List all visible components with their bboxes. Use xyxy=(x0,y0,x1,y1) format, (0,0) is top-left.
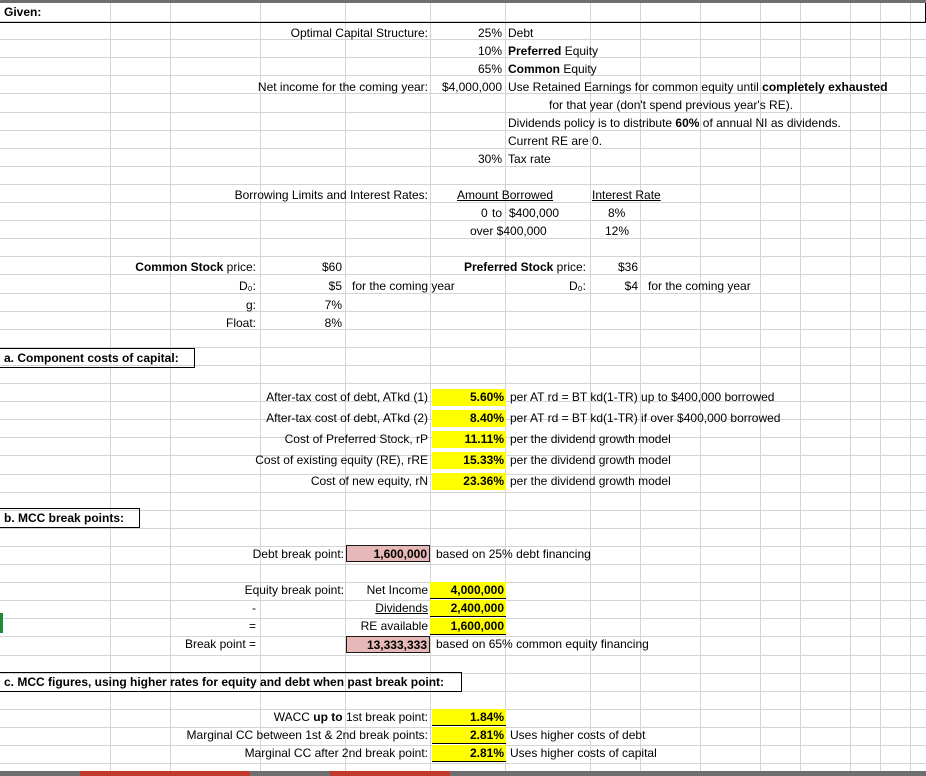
component-cost-note[interactable]: per AT rd = BT kd(1-TR) up to $400,000 borrowed xyxy=(510,390,775,404)
borrow-row1-rate[interactable]: 8% xyxy=(608,206,626,220)
common-pct[interactable]: 65% xyxy=(477,62,502,76)
preferred-stock-price-label[interactable] xyxy=(420,258,586,276)
re-note-1b: completely exhausted xyxy=(762,80,888,94)
dividend-note-c: of annual NI as dividends. xyxy=(699,116,841,130)
component-cost-value[interactable]: 8.40% xyxy=(432,410,506,427)
common-d0-label[interactable]: D₀: xyxy=(239,279,256,293)
mcc-label-pre: WACC xyxy=(273,710,314,724)
component-cost-label[interactable]: Cost of Preferred Stock, rP xyxy=(284,432,428,446)
section-c-label: c. MCC figures, using higher rates for equity and debt when past break point: xyxy=(4,675,445,689)
component-cost-value[interactable]: 15.33% xyxy=(432,452,506,469)
float-label[interactable]: Float: xyxy=(225,316,256,330)
net-income-value[interactable]: $4,000,000 xyxy=(441,80,502,94)
grid-row-line xyxy=(0,148,926,149)
preferred-stock-label-bold: Preferred Stock xyxy=(463,260,554,274)
common-stock-price[interactable]: $60 xyxy=(321,260,342,274)
re-available-label[interactable]: RE available xyxy=(360,619,428,633)
common-label-bold: Common xyxy=(508,62,560,76)
common-label-rest: Equity xyxy=(560,62,597,76)
borrow-row1-from[interactable]: 0 xyxy=(481,206,488,220)
net-income-row-value[interactable]: 4,000,000 xyxy=(430,582,506,599)
growth-rate[interactable]: 7% xyxy=(324,298,342,312)
re-note-2[interactable]: for that year (don't spend previous year's RE). xyxy=(549,98,794,112)
mcc-value[interactable]: 2.81% xyxy=(432,745,506,762)
component-cost-label[interactable]: Cost of new equity, rN xyxy=(310,474,428,488)
equity-break-point-note[interactable]: based on 65% common equity financing xyxy=(436,637,649,651)
interest-rate-header[interactable]: Interest Rate xyxy=(592,188,661,202)
grid-row-line xyxy=(0,184,926,185)
pref-label-bold: Preferred xyxy=(508,44,562,58)
common-stock-label-rest: price: xyxy=(223,260,256,274)
section-a-label: a. Component costs of capital: xyxy=(4,351,179,365)
borrow-row1-amount[interactable]: $400,000 xyxy=(509,206,560,220)
borrow-row2-rate[interactable]: 12% xyxy=(605,224,630,238)
amount-borrowed-header[interactable]: Amount Borrowed xyxy=(457,188,554,202)
component-cost-value[interactable]: 5.60% xyxy=(432,389,506,406)
re-available-value[interactable]: 1,600,000 xyxy=(430,618,506,635)
borrow-row2-amount[interactable]: over $400,000 xyxy=(470,224,547,238)
mcc-note[interactable]: Uses higher costs of debt xyxy=(510,728,646,742)
component-cost-note[interactable]: per the dividend growth model xyxy=(510,432,671,446)
capital-structure-label[interactable]: Optimal Capital Structure: xyxy=(290,26,428,40)
window-bottom-border xyxy=(0,771,926,776)
re-note-1[interactable] xyxy=(508,78,888,96)
dividend-note-b: 60% xyxy=(675,116,700,130)
equity-break-point-value[interactable]: 13,333,333 xyxy=(346,636,430,653)
section-given[interactable] xyxy=(0,3,926,23)
preferred-d0-note[interactable]: for the coming year xyxy=(648,279,751,293)
tax-pct[interactable]: 30% xyxy=(477,152,502,166)
grid-row-line xyxy=(0,528,926,529)
preferred-stock-price[interactable]: $36 xyxy=(617,260,638,274)
mcc-label[interactable] xyxy=(150,726,428,744)
mcc-label-pre: Marginal CC between 1st & 2nd break points: xyxy=(186,728,428,742)
section-component-costs[interactable] xyxy=(0,348,195,368)
component-cost-label[interactable]: Cost of existing equity (RE), rRE xyxy=(255,453,428,467)
borrowing-label[interactable]: Borrowing Limits and Interest Rates: xyxy=(234,188,428,202)
borrow-row1-to[interactable]: to xyxy=(492,206,503,220)
float-value[interactable]: 8% xyxy=(324,316,342,330)
component-cost-note[interactable]: per the dividend growth model xyxy=(510,453,671,467)
row-marker xyxy=(0,613,3,633)
grid-row-line xyxy=(0,492,926,493)
common-stock-price-label[interactable] xyxy=(100,258,256,276)
growth-label[interactable]: g: xyxy=(245,298,256,312)
dividend-note-a: Dividends policy is to distribute xyxy=(508,116,676,130)
mcc-label-post: 1st break point: xyxy=(342,710,428,724)
grid-row-line xyxy=(0,763,926,764)
mcc-label[interactable] xyxy=(150,744,428,762)
pref-label[interactable] xyxy=(508,42,598,60)
mcc-label-pre: Marginal CC after 2nd break point: xyxy=(244,746,428,760)
preferred-d0-label[interactable]: D₀: xyxy=(569,279,586,293)
common-stock-label-bold: Common Stock xyxy=(135,260,224,274)
grid-row-line xyxy=(0,220,926,221)
debt-break-point-note[interactable]: based on 25% debt financing xyxy=(436,547,591,561)
net-income-label[interactable]: Net income for the coming year: xyxy=(257,80,428,94)
component-cost-label[interactable]: After-tax cost of debt, ATkd (2) xyxy=(266,411,428,425)
current-re-note[interactable]: Current RE are 0. xyxy=(508,134,603,148)
pref-label-rest: Equity xyxy=(561,44,599,58)
grid-row-line xyxy=(0,329,926,330)
component-cost-value[interactable]: 11.11% xyxy=(432,431,506,448)
net-income-row-label[interactable]: Net Income xyxy=(366,583,428,597)
grid-row-line xyxy=(0,256,926,257)
common-label[interactable] xyxy=(508,60,597,78)
grid-row-line xyxy=(0,564,926,565)
status-marker-2 xyxy=(330,771,450,776)
debt-break-point-label[interactable]: Debt break point: xyxy=(252,547,344,561)
component-cost-label[interactable]: After-tax cost of debt, ATkd (1) xyxy=(266,390,428,404)
section-given-label: Given: xyxy=(4,5,42,19)
mcc-label[interactable] xyxy=(150,708,428,726)
grid-row-line xyxy=(0,293,926,294)
common-d0-note[interactable]: for the coming year xyxy=(352,279,455,293)
component-cost-note[interactable]: per the dividend growth model xyxy=(510,474,671,488)
mcc-value[interactable]: 2.81% xyxy=(432,727,506,744)
mcc-note[interactable]: Uses higher costs of capital xyxy=(510,746,657,760)
dividend-policy-note[interactable] xyxy=(508,114,841,132)
tax-label[interactable]: Tax rate xyxy=(508,152,551,166)
debt-pct[interactable]: 25% xyxy=(477,26,502,40)
debt-label[interactable]: Debt xyxy=(508,26,534,40)
mcc-value[interactable]: 1.84% xyxy=(432,709,506,726)
dividends-row-value[interactable]: 2,400,000 xyxy=(430,600,506,617)
grid-row-line xyxy=(0,311,926,312)
component-cost-note[interactable]: per AT rd = BT kd(1-TR) if over $400,000 borrowed xyxy=(510,411,781,425)
preferred-d0[interactable]: $4 xyxy=(624,279,638,293)
minus-sign: - xyxy=(252,601,256,615)
equity-break-point-label[interactable]: Equity break point: xyxy=(244,583,344,597)
mcc-label-bold: up to xyxy=(313,710,343,724)
section-break-points[interactable] xyxy=(0,508,140,528)
re-note-1a: Use Retained Earnings for common equity until xyxy=(508,80,763,94)
grid-row-line xyxy=(0,238,926,239)
component-cost-value[interactable]: 23.36% xyxy=(432,473,506,490)
debt-break-point-value[interactable]: 1,600,000 xyxy=(346,545,430,562)
pref-pct[interactable]: 10% xyxy=(477,44,502,58)
break-point-label[interactable]: Break point = xyxy=(184,637,256,651)
status-marker-1 xyxy=(80,771,250,776)
section-b-label: b. MCC break points: xyxy=(4,511,125,525)
section-mcc-figures[interactable] xyxy=(0,672,462,692)
equals-sign: = xyxy=(248,619,256,633)
preferred-stock-label-rest: price: xyxy=(553,260,586,274)
grid-row-line xyxy=(0,655,926,656)
dividends-row-label[interactable]: Dividends xyxy=(375,601,428,615)
common-d0[interactable]: $5 xyxy=(328,279,342,293)
grid-row-line xyxy=(0,383,926,384)
